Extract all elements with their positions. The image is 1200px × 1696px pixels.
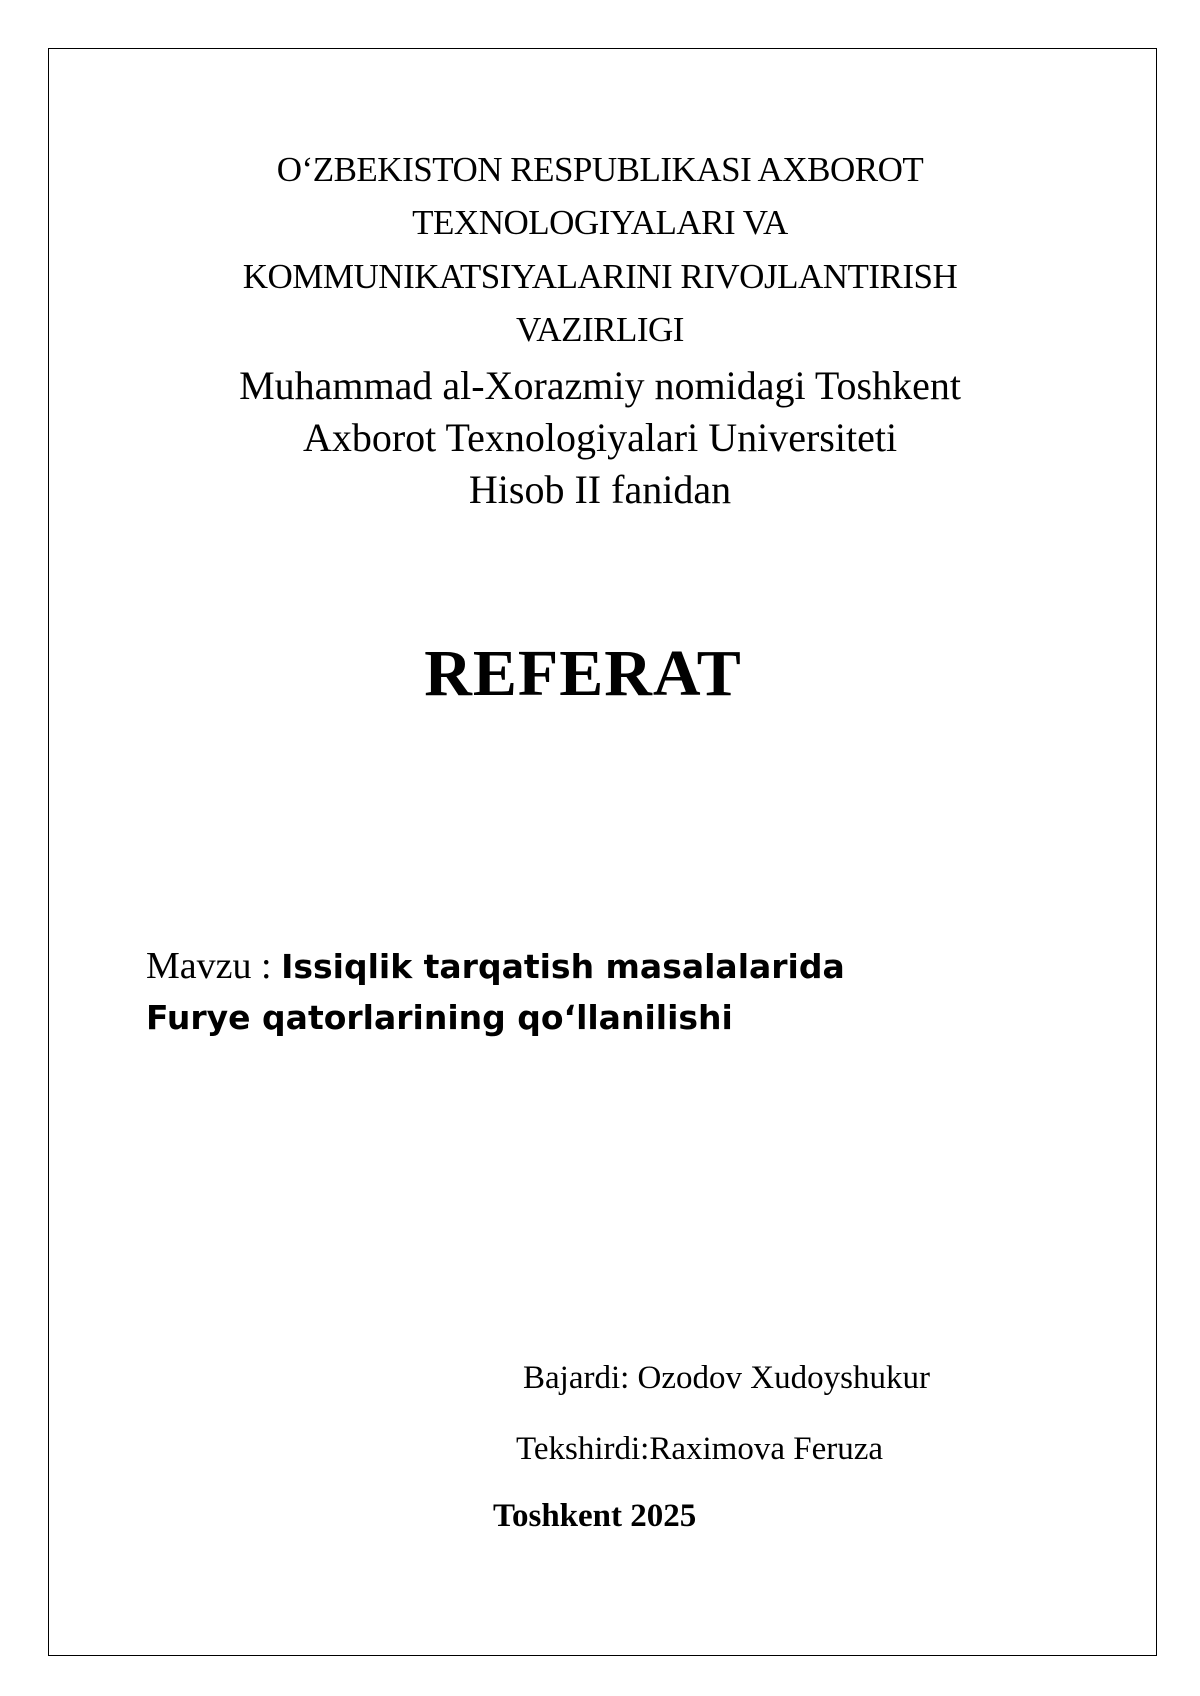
- topic-text-line-1: Issiqlik tarqatish masalalarida: [281, 947, 845, 986]
- document-title: REFERAT: [424, 637, 742, 710]
- checked-by: Tekshirdi:Raximova Feruza: [516, 1431, 884, 1467]
- university-line-2: Axborot Texnologiyalari Universiteti: [302, 415, 898, 460]
- ministry-line-1: O‘ZBEKISTON RESPUBLIKASI AXBOROT: [276, 150, 924, 189]
- topic-line-2: [146, 992, 1146, 1044]
- topic-line-1: [146, 940, 1146, 992]
- ministry-line-3: KOMMUNIKATSIYALARINI RIVOJLANTIRISH: [242, 257, 958, 296]
- topic-block: [146, 940, 1146, 1044]
- ministry-line-4: VAZIRLIGI: [516, 310, 684, 349]
- subject-line: Hisob II fanidan: [468, 467, 732, 512]
- topic-label: Mavzu :: [146, 945, 282, 987]
- topic-text-line-2: Furye qatorlarining qo‘llanilishi: [146, 998, 733, 1037]
- performed-by: Bajardi: Ozodov Xudoyshukur: [523, 1360, 930, 1396]
- city-year: Toshkent 2025: [493, 1498, 697, 1534]
- university-line-1: Muhammad al-Xorazmiy nomidagi Toshkent: [239, 363, 961, 408]
- ministry-line-2: TEXNOLOGIYALARI VA: [412, 203, 788, 242]
